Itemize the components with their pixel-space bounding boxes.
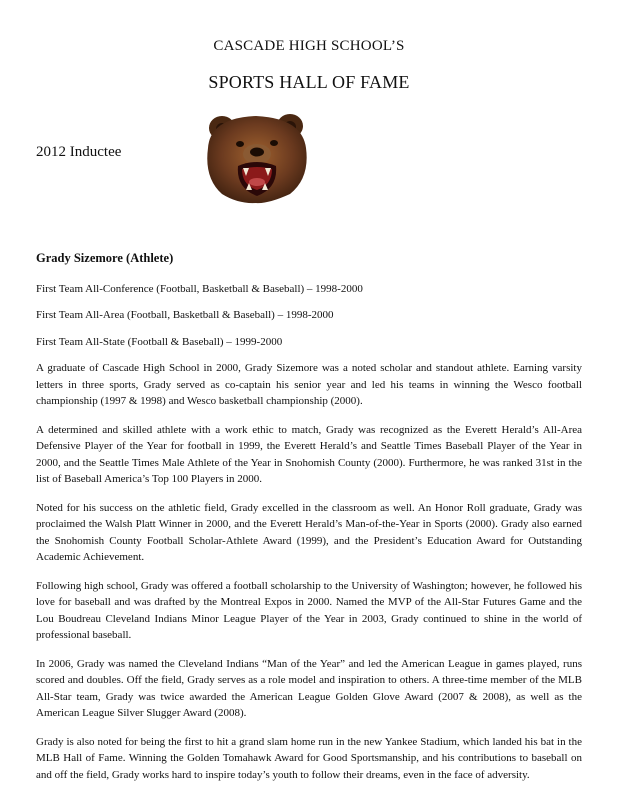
bio-paragraph: A graduate of Cascade High School in 2000, Grady Sizemore was a noted scholar and standout athlete. Earning varsity letters in three sports, Grady served as co-captain his senior year and led his teams in winning the Wesco football championship (1997 & 1998) and Wesco basketball championship (2000). (36, 362, 582, 407)
bio-paragraph: Grady is also noted for being the first to hit a grand slam home run in the new Yankee Stadium, which landed his bat in the MLB Hall of Fame. Winning the Golden Tomahawk Award for Good Sportsmanship, and his contributions to baseball on and off the field, Grady works hard to inspire today’s youth to follow their dreams, even in the face of adversity. (36, 735, 582, 781)
bio-paragraph: Following high school, Grady was offered a football scholarship to the University of Washington; however, he followed his love for baseball and was drafted by the Montreal Expos in 2000. Named the MVP of the All-Star Futures Game and the Lou Boudreau Cleveland Indians Minor League Player of the Year in 2003, Grady continued to shine in the world of professional baseball. (36, 579, 582, 641)
honor-line: First Team All-Conference (Football, Basketball & Baseball) – 1998-2000 (36, 282, 363, 295)
bear-head-icon (198, 108, 316, 204)
bio-paragraph: A determined and skilled athlete with a work ethic to match, Grady was recognized as the Everett Herald’s All-Area Defensive Player of the Year for football in 1999, the Everett Herald’s and Seattle Times Baseball Player of the Year in 2000, and the Seattle Times Male Athlete of the Year in Snohomish County (2000). Furthermore, he was ranked 31st in the list of Baseball America’s Top 100 Players in 2000. (36, 423, 582, 485)
page-title-hall-of-fame: SPORTS HALL OF FAME (208, 72, 410, 92)
bio-paragraph: Noted for his success on the athletic field, Grady excelled in the classroom as well. An Honor Roll graduate, Grady was proclaimed the Walsh Platt Winner in 2000, and the Everett Herald’s Man-of-the-Year in Sports (2000). Grady also earned the Snohomish County Football Scholar-Athlete Award (1999), and the President’s Education Award for Outstanding Academic Achievement. (36, 501, 582, 563)
inductee-name: Grady Sizemore (Athlete) (36, 251, 174, 265)
bio-paragraph: In 2006, Grady was named the Cleveland Indians “Man of the Year” and led the American League in games played, runs scored and doubles. Off the field, Grady serves as a role model and inspiration to others. A three-time member of the MLB All-Star team, Grady was twice awarded the American League Golden Glove Award (2007 & 2008), as well as the American League Silver Slugger Award (2008). (36, 657, 582, 719)
honor-line: First Team All-Area (Football, Basketball & Baseball) – 1998-2000 (36, 309, 334, 321)
inductee-year-label: 2012 Inductee (36, 144, 122, 160)
inductee-bio (36, 250, 582, 795)
page-title-school: CASCADE HIGH SCHOOL’S (213, 38, 405, 54)
honor-line: First Team All-State (Football & Baseball) – 1999-2000 (36, 335, 283, 348)
